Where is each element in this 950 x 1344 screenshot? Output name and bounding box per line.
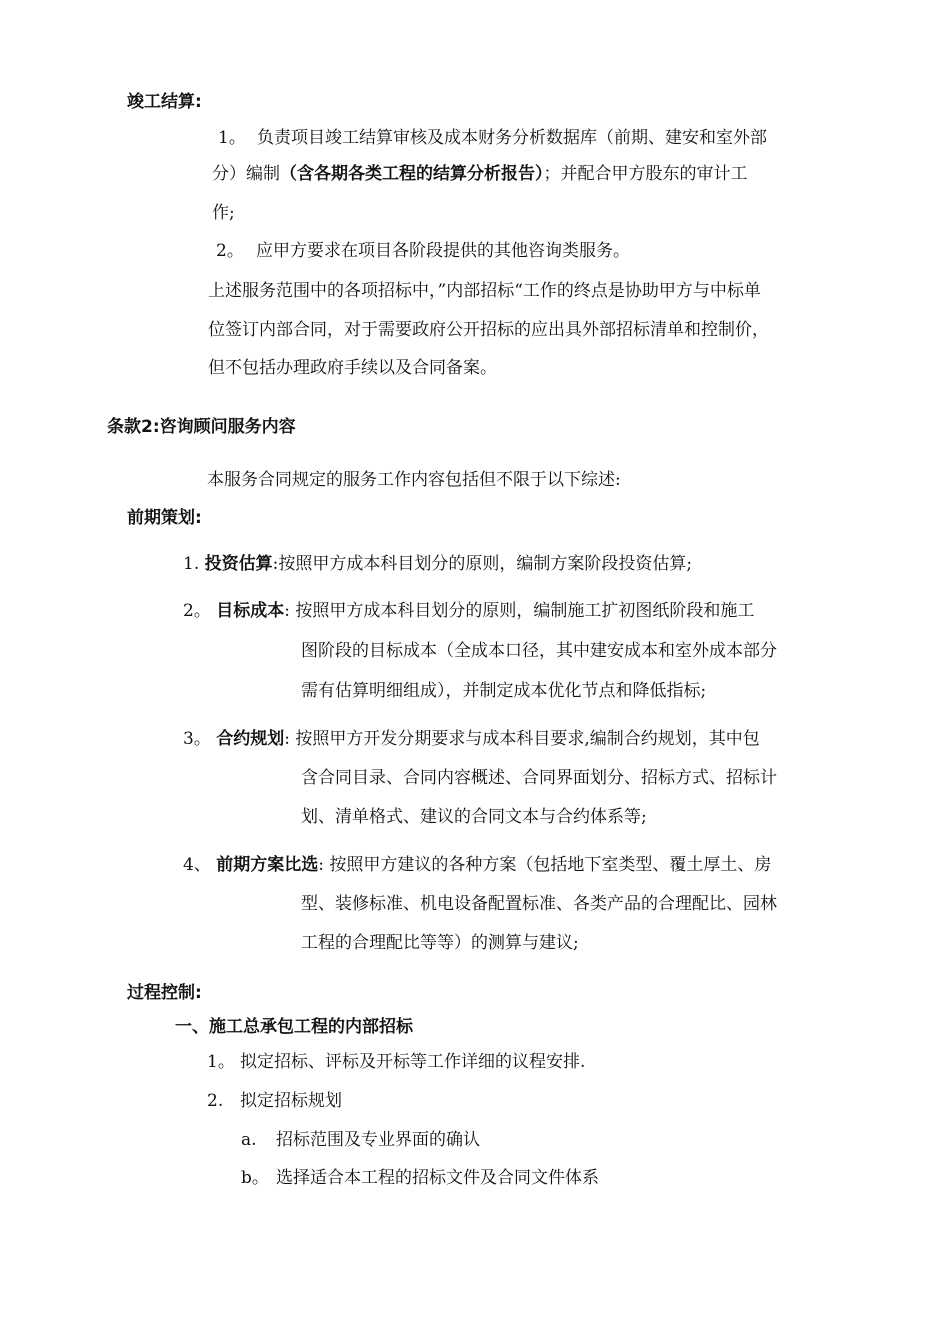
list-item-number: 3。 xyxy=(183,729,211,749)
list-item-text: 作; xyxy=(212,203,235,223)
list-item-number: 1。 xyxy=(218,128,246,148)
clause-intro: 本服务合同规定的服务工作内容包括但不限于以下综述: xyxy=(207,470,621,490)
list-item-text: 拟定招标规划 xyxy=(240,1091,342,1111)
list-item-number: 4、 xyxy=(183,855,211,875)
list-item-text: 型、装修标准、机电设备配置标准、各类产品的合理配比、园林 xyxy=(301,894,777,914)
list-item-number: 2. xyxy=(207,1091,224,1111)
list-item-text: : 按照甲方成本科目划分的原则，编制施工扩初图纸阶段和施工 xyxy=(284,601,755,621)
list-item-number: 2。 xyxy=(216,241,244,261)
list-item-text: 应甲方要求在项目各阶段提供的其他咨询类服务。 xyxy=(256,241,630,261)
item-label: 前期方案比选 xyxy=(216,855,319,875)
paragraph-line: 但不包括办理政府手续以及合同备案。 xyxy=(208,358,497,378)
section-heading-planning: 前期策划: xyxy=(127,508,202,528)
section-heading-process: 过程控制: xyxy=(127,983,202,1003)
list-item-text: :按照甲方成本科目划分的原则，编制方案阶段投资估算; xyxy=(272,554,693,574)
sub-item-marker: a. xyxy=(241,1130,257,1150)
list-item-text: 含合同目录、合同内容概述、合同界面划分、招标方式、招标计 xyxy=(301,768,777,788)
list-item-number: 1. xyxy=(183,554,200,574)
list-item-number: 1。 xyxy=(207,1052,235,1072)
list-item xyxy=(183,731,760,748)
list-item-text: 划、清单格式、建议的合同文本与合约体系等; xyxy=(301,807,647,827)
list-item-text xyxy=(212,166,748,183)
text-run: ；并配合甲方股东的审计工 xyxy=(543,164,748,184)
list-item-text: : 按照甲方建议的各种方案（包括地下室类型、覆土厚土、房 xyxy=(318,855,772,875)
list-item-number: 2。 xyxy=(183,601,211,621)
list-item xyxy=(183,857,771,874)
item-label: 合约规划 xyxy=(216,729,285,749)
sub-item-text: 选择适合本工程的招标文件及合同文件体系 xyxy=(276,1168,599,1188)
list-item-text: 工程的合理配比等等）的测算与建议; xyxy=(301,933,579,953)
section-heading-settlement: 竣工结算: xyxy=(127,92,202,112)
subsection-heading: 一、施工总承包工程的内部招标 xyxy=(175,1017,413,1037)
item-label: 投资估算 xyxy=(204,554,273,574)
list-item xyxy=(183,603,754,620)
text-run: 分）编制 xyxy=(212,164,280,184)
bold-text: （含各期各类工程的结算分析报告） xyxy=(280,164,544,184)
list-item-text: 需有估算明细组成），并制定成本优化节点和降低指标; xyxy=(301,681,707,701)
paragraph-line: 上述服务范围中的各项招标中，”内部招标“工作的终点是协助甲方与中标单 xyxy=(208,281,761,301)
list-item-text: 图阶段的目标成本（全成本口径，其中建安成本和室外成本部分 xyxy=(301,641,777,661)
list-item-text: : 按照甲方开发分期要求与成本科目要求,编制合约规划，其中包 xyxy=(284,729,760,749)
list-item xyxy=(183,556,692,573)
list-item-text: 拟定招标、评标及开标等工作详细的议程安排. xyxy=(240,1052,586,1072)
clause-heading: 条款2:咨询顾问服务内容 xyxy=(107,417,296,437)
sub-item-marker: b。 xyxy=(241,1168,269,1188)
item-label: 目标成本 xyxy=(216,601,285,621)
sub-item-text: 招标范围及专业界面的确认 xyxy=(276,1130,480,1150)
paragraph-line: 位签订内部合同，对于需要政府公开招标的应出具外部招标清单和控制价， xyxy=(208,320,769,340)
list-item-text: 负责项目竣工结算审核及成本财务分析数据库（前期、建安和室外部 xyxy=(257,128,767,148)
